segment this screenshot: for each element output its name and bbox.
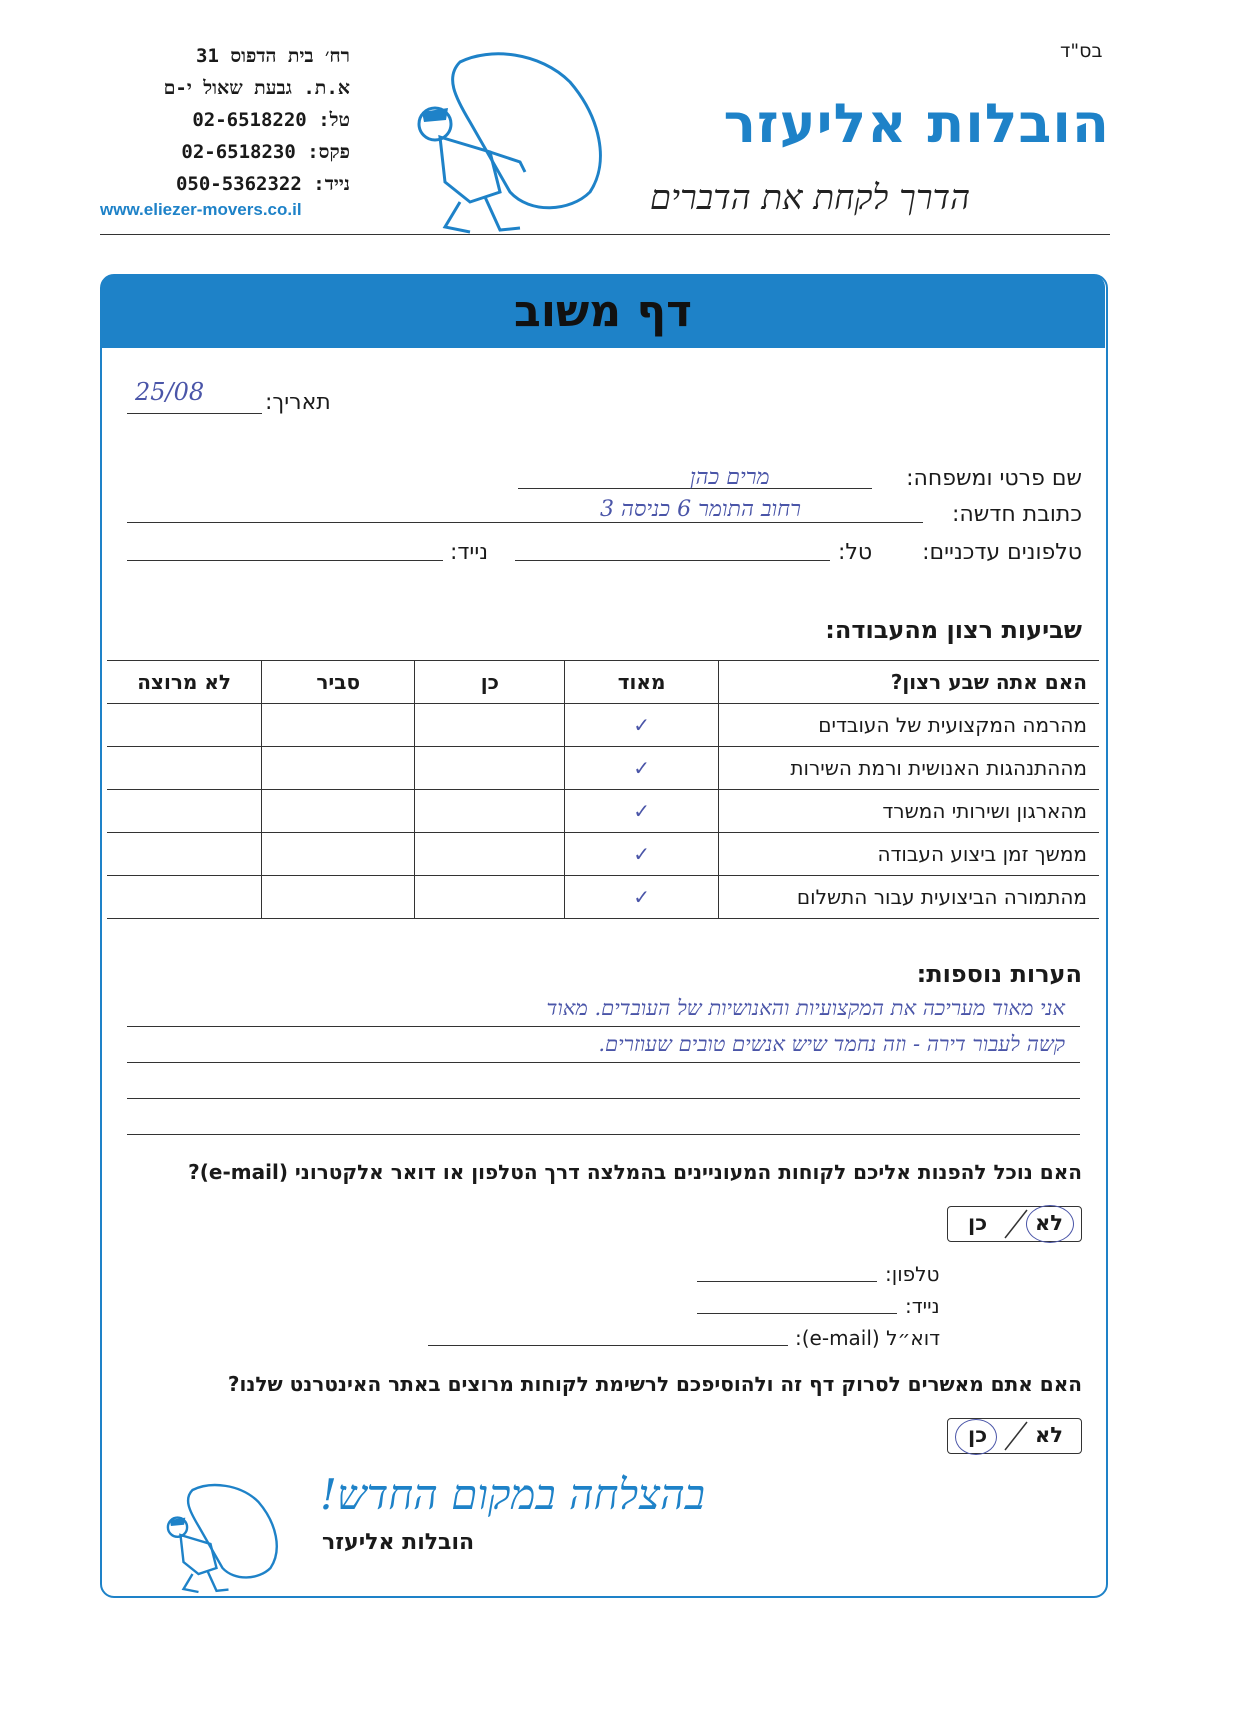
form-title: דף משוב: [513, 286, 693, 337]
mover-carrying-sack-icon: [400, 42, 620, 242]
comment-text-2: קשה לעבור דירה - וזה נחמד שיש אנשים טובים שעוזרים.: [598, 1032, 1065, 1056]
publish-no-option[interactable]: לא: [1035, 1423, 1063, 1447]
name-label: שם פרטי ומשפחה:: [906, 466, 1082, 491]
mover-carrying-sack-icon: [155, 1478, 290, 1598]
question-header: האם אתה שבע רצון?: [718, 661, 1099, 704]
option-cell[interactable]: [262, 833, 415, 876]
col-very: מאוד: [565, 661, 719, 704]
brand-slogan: הדרך לקחת את הדברים: [649, 178, 970, 218]
option-cell[interactable]: [262, 876, 415, 919]
option-cell[interactable]: [107, 790, 262, 833]
contact-address: רח׳ בית הדפוס 31: [196, 45, 350, 67]
row-label: מהתמורה הביצועית עבור התשלום: [718, 876, 1099, 919]
satisfaction-table: [107, 660, 1099, 919]
option-cell[interactable]: [415, 704, 565, 747]
checkmark[interactable]: ✓: [565, 876, 719, 919]
mobile-field-line[interactable]: [127, 560, 443, 561]
comment-text-1: אני מאוד מעריכה את המקצועיות והאנושיות של העובדים. מאוד: [546, 996, 1065, 1020]
checkmark[interactable]: ✓: [565, 747, 719, 790]
website-link[interactable]: www.eliezer-movers.co.il: [100, 200, 302, 219]
row-label: מההתנהגות האנושית ורמת השירות: [718, 747, 1099, 790]
option-cell[interactable]: [262, 747, 415, 790]
phones-label: טלפונים עדכניים:: [922, 540, 1082, 565]
good-luck-wish: בהצלחה במקום החדש!: [320, 1470, 705, 1519]
comment-line-3[interactable]: [127, 1098, 1080, 1099]
selection-circle: [1026, 1205, 1074, 1243]
tel-field-line[interactable]: [515, 560, 830, 561]
date-value: 25/08: [135, 378, 205, 406]
option-cell[interactable]: [107, 876, 262, 919]
table-row: [107, 876, 1099, 919]
address-value: רחוב התומר 6 כניסה 3: [600, 497, 801, 522]
contact-fax: פקס: 02-6518230: [181, 141, 350, 163]
option-cell[interactable]: [415, 833, 565, 876]
row-label: ממשך זמן ביצוע העבודה: [718, 833, 1099, 876]
table-row: [107, 704, 1099, 747]
option-cell[interactable]: [415, 747, 565, 790]
referral-no-option[interactable]: לא: [1035, 1211, 1063, 1235]
referral-question: האם נוכל להפנות אליכם לקוחות המעוניינים בהמלצה דרך הטלפון או דואר אלקטרוני (e-mail)?: [188, 1160, 1082, 1184]
contact-mobile: נייד: 050-5362322: [175, 173, 350, 195]
satisfaction-heading: שביעות רצון מהעבודה:: [825, 616, 1082, 644]
option-cell[interactable]: [107, 704, 262, 747]
tel-label: טל:: [838, 540, 873, 565]
contact-mobile-line[interactable]: [697, 1313, 897, 1314]
selection-circle: [955, 1419, 997, 1455]
table-row: [107, 747, 1099, 790]
option-cell[interactable]: [415, 876, 565, 919]
contact-phone-label: טלפון:: [885, 1262, 940, 1286]
table-header-row: [107, 661, 1099, 704]
option-cell[interactable]: [107, 833, 262, 876]
checkmark[interactable]: ✓: [565, 790, 719, 833]
contact-mobile-label: נייד:: [905, 1294, 940, 1318]
referral-yes-option[interactable]: כן: [968, 1211, 988, 1235]
row-label: מהרמה המקצועית של העובדים: [718, 704, 1099, 747]
contact-phone: טל: 02-6518220: [192, 109, 350, 131]
col-fair: סביר: [262, 661, 415, 704]
row-label: מהארגון ושירותי המשרד: [718, 790, 1099, 833]
option-cell[interactable]: [107, 747, 262, 790]
mobile-label: נייד:: [450, 540, 489, 565]
date-label: תאריך:: [265, 390, 331, 415]
contact-area: א.ת. גבעת שאול י-ם: [163, 77, 350, 99]
col-unsatisfied: לא מרוצה: [107, 661, 262, 704]
address-field-line[interactable]: [127, 522, 923, 523]
contact-phone-line[interactable]: [697, 1281, 877, 1282]
checkmark[interactable]: ✓: [565, 833, 719, 876]
brand-name: הובלות אליעזר: [723, 92, 1110, 155]
option-cell[interactable]: [415, 790, 565, 833]
checkmark[interactable]: ✓: [565, 704, 719, 747]
name-value: מרים כהן: [690, 465, 770, 490]
comment-line-4[interactable]: [127, 1134, 1080, 1135]
contact-block: [100, 40, 350, 200]
comment-line-1[interactable]: [127, 1026, 1080, 1027]
option-cell[interactable]: [262, 704, 415, 747]
address-label: כתובת חדשה:: [951, 502, 1082, 527]
option-cell[interactable]: [262, 790, 415, 833]
publish-yes-option[interactable]: כן: [968, 1423, 988, 1447]
col-yes: כן: [415, 661, 565, 704]
contact-email-line[interactable]: [428, 1345, 788, 1346]
footer-signature: הובלות אליעזר: [322, 1530, 475, 1555]
publish-question: האם אתם מאשרים לסרוק דף זה ולהוסיפכם לרשימת לקוחות מרוצים באתר האינטרנט שלנו?: [227, 1372, 1082, 1396]
bsd-mark: בס"ד: [1060, 40, 1103, 62]
comments-heading: הערות נוספות:: [916, 960, 1082, 988]
date-field-line[interactable]: [127, 413, 262, 414]
contact-email-label: דוא״ל (e-mail):: [795, 1326, 941, 1350]
comment-line-2[interactable]: [127, 1062, 1080, 1063]
header-divider: [100, 234, 1110, 235]
table-row: [107, 833, 1099, 876]
table-row: [107, 790, 1099, 833]
